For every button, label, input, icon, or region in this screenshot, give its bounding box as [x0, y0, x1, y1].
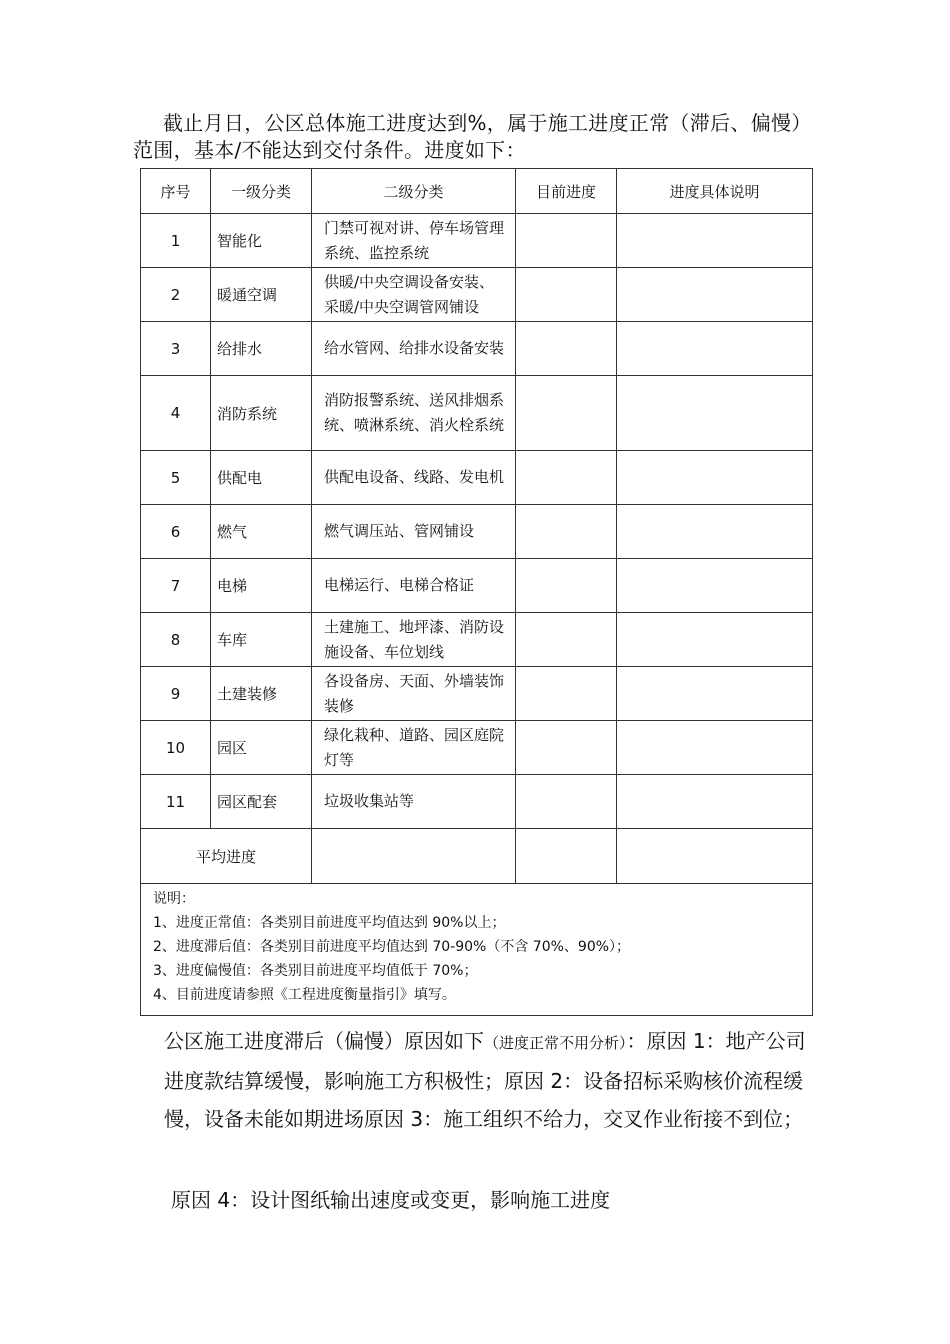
average-progress-cell[interactable] — [516, 829, 617, 884]
row-progress-cell[interactable] — [516, 613, 617, 667]
reason-body: ：原因 1：地产公司进度款结算缓慢，影响施工方积极性；原因 2：设备招标采购核价流程缓慢，设备未能如期进场原因 3：施工组织不给力，交叉作业衔接不到位； — [164, 1029, 806, 1131]
table-row — [141, 721, 813, 775]
row-progress-cell[interactable] — [516, 268, 617, 322]
row-progress-cell[interactable] — [516, 667, 617, 721]
row-subcategory: 土建施工、地坪漆、消防设施设备、车位划线 — [312, 613, 516, 667]
row-description-cell[interactable] — [617, 667, 813, 721]
reason-paragraph — [164, 1022, 824, 1138]
header-seq: 序号 — [141, 169, 211, 214]
table-row — [141, 613, 813, 667]
table-row — [141, 559, 813, 613]
row-description-cell[interactable] — [617, 775, 813, 829]
row-description-cell[interactable] — [617, 559, 813, 613]
row-number: 11 — [141, 775, 211, 829]
row-category: 暖通空调 — [211, 268, 312, 322]
row-description-cell[interactable] — [617, 721, 813, 775]
reason-4-paragraph: 原因 4：设计图纸输出速度或变更，影响施工进度 — [171, 1188, 611, 1212]
row-number: 2 — [141, 268, 211, 322]
row-progress-cell[interactable] — [516, 322, 617, 376]
row-category: 供配电 — [211, 451, 312, 505]
row-number: 9 — [141, 667, 211, 721]
note-item: 4、目前进度请参照《工程进度衡量指引》填写。 — [153, 987, 456, 1003]
table-row — [141, 505, 813, 559]
average-description-cell[interactable] — [617, 829, 813, 884]
notes-title: 说明： — [153, 891, 195, 907]
row-category: 智能化 — [211, 214, 312, 268]
average-row — [141, 829, 813, 884]
note-item: 2、进度滞后值：各类别目前进度平均值达到 70-90%（不含 70%、90%）； — [153, 939, 631, 955]
row-subcategory: 供配电设备、线路、发电机 — [312, 451, 516, 505]
table-row — [141, 322, 813, 376]
table-row — [141, 667, 813, 721]
row-description-cell[interactable] — [617, 268, 813, 322]
row-number: 1 — [141, 214, 211, 268]
header-description: 进度具体说明 — [617, 169, 813, 214]
row-number: 3 — [141, 322, 211, 376]
table-row — [141, 775, 813, 829]
row-category: 燃气 — [211, 505, 312, 559]
row-progress-cell[interactable] — [516, 451, 617, 505]
row-description-cell[interactable] — [617, 451, 813, 505]
row-number: 6 — [141, 505, 211, 559]
row-category: 园区 — [211, 721, 312, 775]
average-label: 平均进度 — [141, 829, 312, 884]
reason-lead: 公区施工进度滞后（偏慢）原因如下 — [164, 1029, 484, 1053]
table-row — [141, 214, 813, 268]
row-category: 车库 — [211, 613, 312, 667]
row-category: 消防系统 — [211, 376, 312, 451]
row-number: 7 — [141, 559, 211, 613]
row-subcategory: 门禁可视对讲、停车场管理系统、监控系统 — [312, 214, 516, 268]
row-progress-cell[interactable] — [516, 775, 617, 829]
intro-paragraph: 截止月日，公区总体施工进度达到%，属于施工进度正常（滞后、偏慢）范围，基本/不能达到交付条件。进度如下： — [133, 111, 812, 162]
row-progress-cell[interactable] — [516, 505, 617, 559]
table-header-row — [141, 169, 813, 214]
note-item: 1、进度正常值：各类别目前进度平均值达到 90%以上； — [153, 915, 506, 931]
row-subcategory: 燃气调压站、管网铺设 — [312, 505, 516, 559]
header-progress: 目前进度 — [516, 169, 617, 214]
progress-table — [140, 168, 813, 1016]
row-progress-cell[interactable] — [516, 214, 617, 268]
row-number: 4 — [141, 376, 211, 451]
notes-cell — [141, 884, 813, 1016]
row-number: 8 — [141, 613, 211, 667]
table-row — [141, 451, 813, 505]
row-subcategory: 供暖/中央空调设备安装、采暖/中央空调管网铺设 — [312, 268, 516, 322]
table-row — [141, 268, 813, 322]
table-row — [141, 376, 813, 451]
row-description-cell[interactable] — [617, 376, 813, 451]
row-progress-cell[interactable] — [516, 721, 617, 775]
header-category: 一级分类 — [211, 169, 312, 214]
row-number: 10 — [141, 721, 211, 775]
row-description-cell[interactable] — [617, 613, 813, 667]
row-description-cell[interactable] — [617, 322, 813, 376]
row-number: 5 — [141, 451, 211, 505]
note-item: 3、进度偏慢值：各类别目前进度平均值低于 70%； — [153, 963, 478, 979]
average-subcategory-cell — [312, 829, 516, 884]
row-description-cell[interactable] — [617, 505, 813, 559]
row-category: 电梯 — [211, 559, 312, 613]
row-subcategory: 电梯运行、电梯合格证 — [312, 559, 516, 613]
reason-note: （进度正常不用分析） — [484, 1034, 627, 1052]
row-progress-cell[interactable] — [516, 376, 617, 451]
row-subcategory: 垃圾收集站等 — [312, 775, 516, 829]
row-subcategory: 各设备房、天面、外墙装饰装修 — [312, 667, 516, 721]
row-category: 土建装修 — [211, 667, 312, 721]
row-category: 园区配套 — [211, 775, 312, 829]
header-subcategory: 二级分类 — [312, 169, 516, 214]
row-subcategory: 给水管网、给排水设备安装 — [312, 322, 516, 376]
row-progress-cell[interactable] — [516, 559, 617, 613]
row-description-cell[interactable] — [617, 214, 813, 268]
row-subcategory: 绿化栽种、道路、园区庭院灯等 — [312, 721, 516, 775]
row-category: 给排水 — [211, 322, 312, 376]
notes-row — [141, 884, 813, 1016]
row-subcategory: 消防报警系统、送风排烟系统、喷淋系统、消火栓系统 — [312, 376, 516, 451]
